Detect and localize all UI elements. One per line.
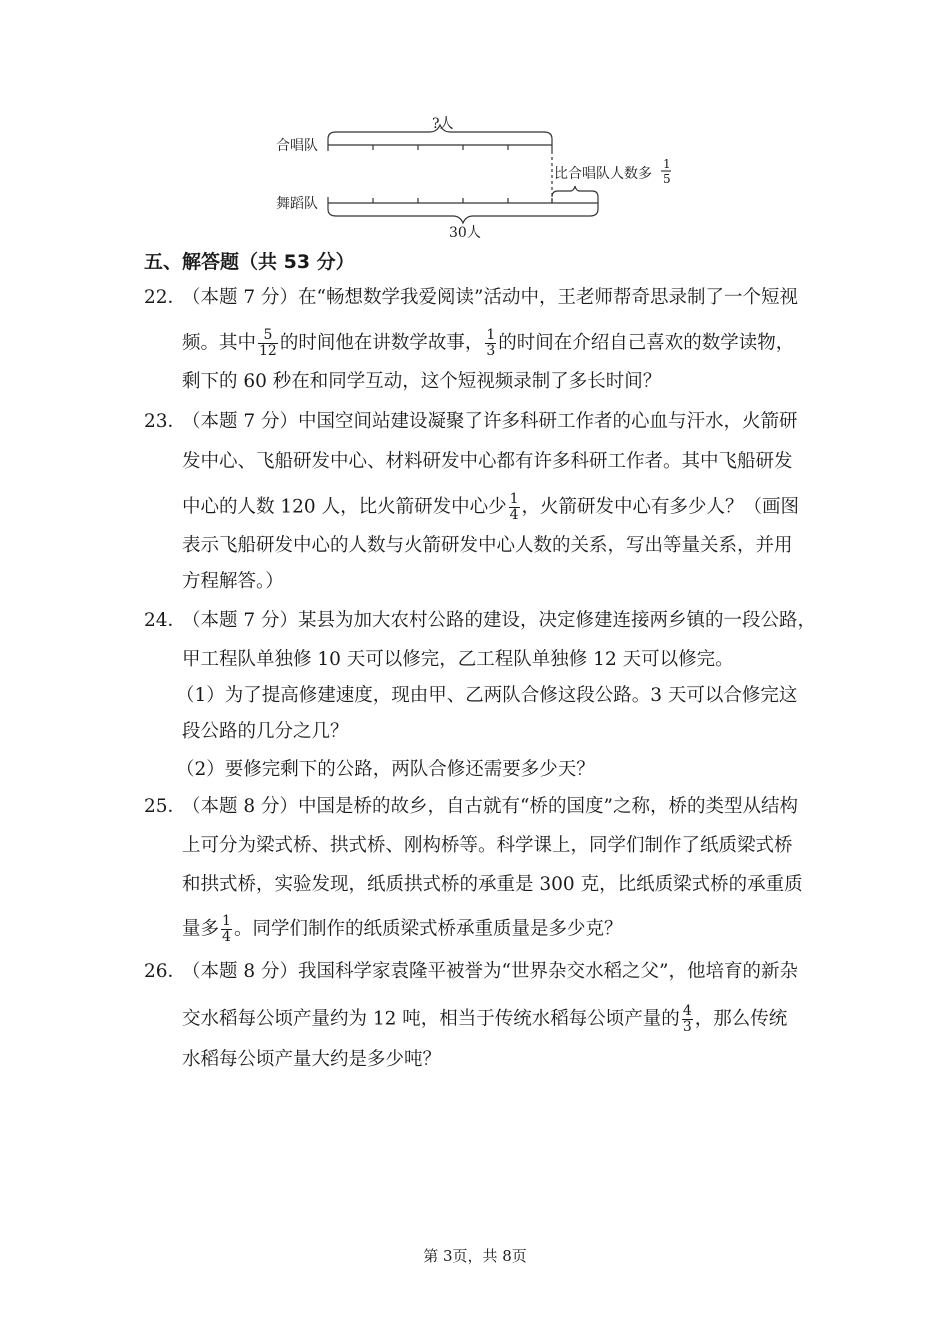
bottom-brace xyxy=(328,209,598,223)
q24-line4: 段公路的几分之几？ xyxy=(182,721,349,742)
q23-number: 23． xyxy=(144,411,187,432)
q26-line2: 交水稻每公顷产量约为 12 吨，相当于传统水稻每公顷产量的 $\frac{4}{3}$ ，那么传统 xyxy=(182,1003,788,1035)
page-footer: 第 3页，共 8页 xyxy=(423,1247,527,1265)
q23-line1: （本题 7 分）中国空间站建设凝聚了许多科研工作者的心血与汗水，火箭研 xyxy=(182,411,798,432)
q22-line3: 剩下的 60 秒在和同学互动，这个短视频录制了多长时间？ xyxy=(182,371,662,392)
row1-label: 合唱队 xyxy=(276,138,318,154)
q24-line1: （本题 7 分）某县为加大农村公路的建设，决定修建连接两乡镇的一段公路， xyxy=(182,610,817,631)
q24-line5: （2）要修完剩下的公路，两队合修还需要多少天？ xyxy=(176,759,595,780)
q26-number: 26． xyxy=(144,961,187,982)
q25-number: 25． xyxy=(144,796,187,817)
q25-line2: 上可分为梁式桥、拱式桥、刚构桥等。科学课上，同学们制作了纸质梁式桥 xyxy=(182,835,793,856)
q23-line4: 表示飞船研发中心的人数与火箭研发中心人数的关系，写出等量关系，并用 xyxy=(182,535,793,556)
side-frac-den: 5 xyxy=(663,172,671,186)
q25-line3: 和拱式桥，实验发现，纸质拱式桥的承重是 300 克，比纸质梁式桥的承重质 xyxy=(182,874,803,895)
q26-line3: 水稻每公顷产量大约是多少吨？ xyxy=(182,1049,442,1070)
q24-number: 24． xyxy=(144,610,187,631)
q24-line3: （1）为了提高修建速度，现由甲、乙两队合修这段公路。3 天可以合修完这 xyxy=(176,685,798,706)
q22-frac1: $\frac{5}{12}$ xyxy=(259,327,277,359)
q23-line2: 发中心、飞船研发中心、材料研发中心都有许多科研工作者。其中飞船研发 xyxy=(182,451,793,472)
q26-frac: $\frac{4}{3}$ xyxy=(682,1003,692,1035)
section-title: 五、解答题（共 53 分） xyxy=(144,251,355,273)
q24-line2: 甲工程队单独修 10 天可以修完，乙工程队单独修 12 天可以修完。 xyxy=(182,649,734,670)
q22-line2: 频。其中 $\frac{5}{12}$ 的时间他在讲数学故事， $\frac{1}{3}$ 的时间在介绍自己喜欢的数学读物， xyxy=(182,327,795,359)
extra-brace xyxy=(552,186,598,197)
top-label: ?人 xyxy=(432,116,454,132)
q22-number: 22． xyxy=(144,287,187,308)
q23-line5: 方程解答。） xyxy=(182,571,284,592)
bar-diagram xyxy=(270,112,690,242)
q22-frac2: $\frac{1}{3}$ xyxy=(486,327,496,359)
bottom-label: 30人 xyxy=(449,225,481,241)
row2-label: 舞蹈队 xyxy=(276,196,318,212)
q23-frac: $\frac{1}{4}$ xyxy=(509,491,519,523)
q25-frac: $\frac{1}{4}$ xyxy=(222,913,231,945)
side-frac-num: 1 xyxy=(663,157,671,171)
q26-line1: （本题 8 分）我国科学家袁隆平被誉为“世界杂交水稻之父”，他培育的新杂 xyxy=(182,961,798,982)
q25-line4: 量多 $\frac{1}{4}$ 。同学们制作的纸质梁式桥承重质量是多少克？ xyxy=(182,913,623,945)
q23-line3: 中心的人数 120 人，比火箭研发中心少 $\frac{1}{4}$ ，火箭研发中心有多少人？（画图 xyxy=(182,491,800,523)
side-label: 比合唱队人数多 xyxy=(554,166,652,182)
q22-line1: （本题 7 分）在“畅想数学我爱阅读”活动中，王老师帮奇思录制了一个短视 xyxy=(182,287,798,308)
q25-line1: （本题 8 分）中国是桥的故乡，自古就有“桥的国度”之称，桥的类型从结构 xyxy=(182,796,798,817)
